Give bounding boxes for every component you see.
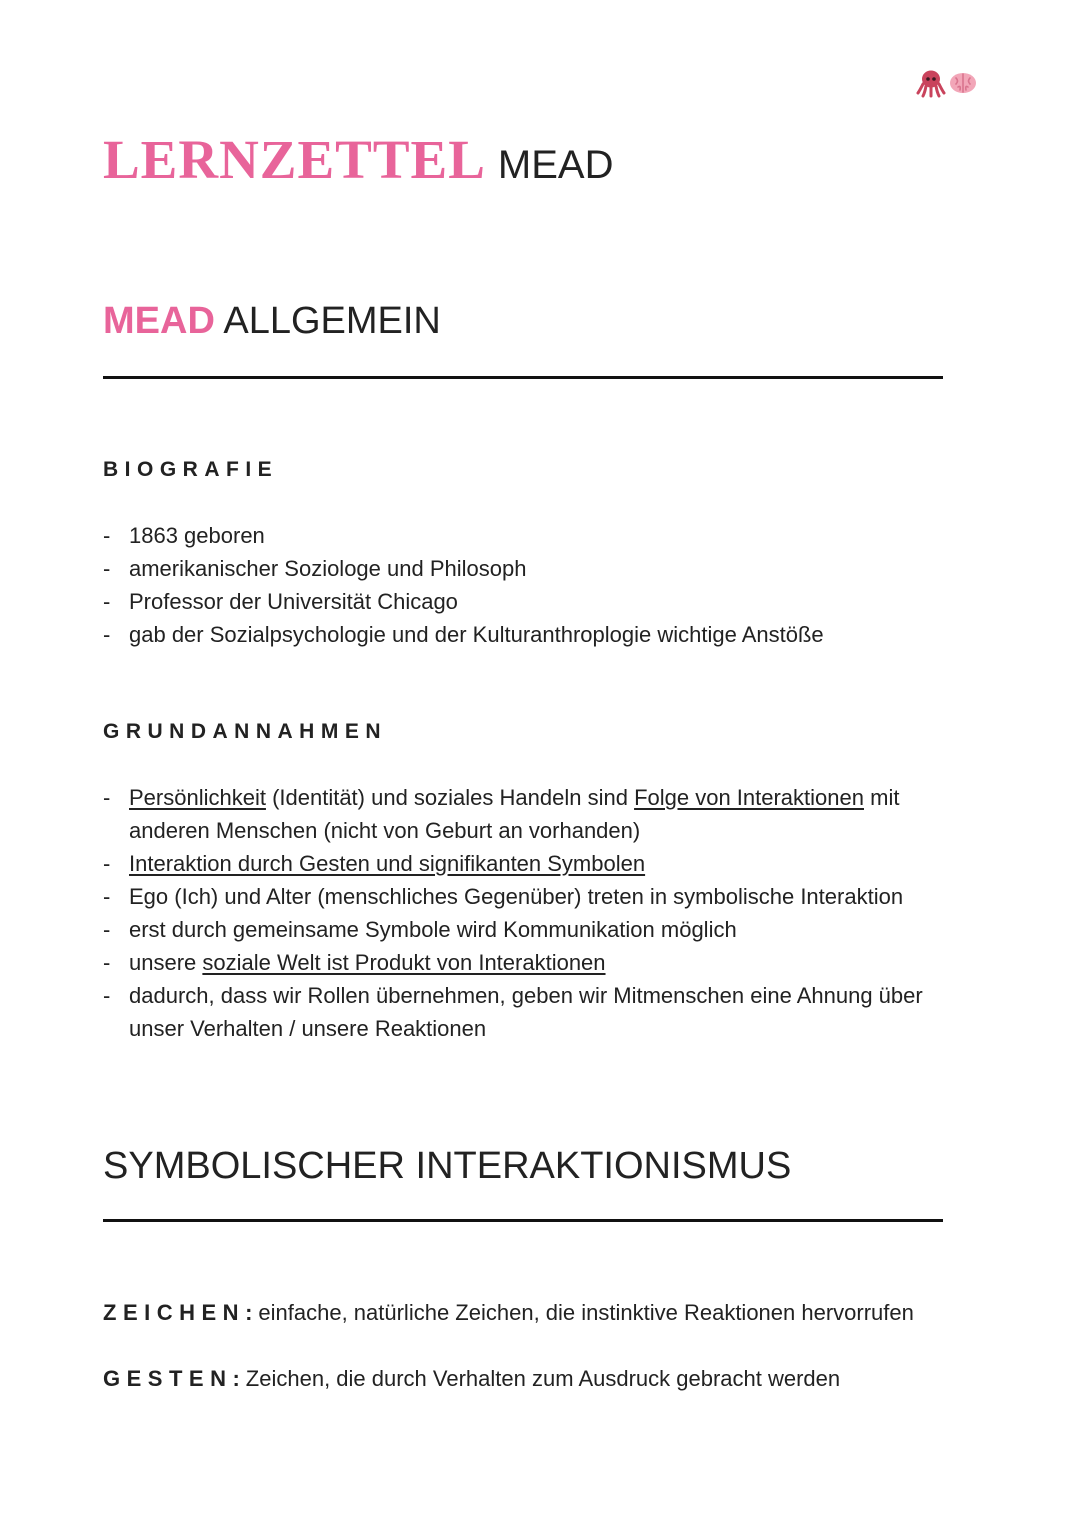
- definition-zeichen: [103, 1300, 914, 1326]
- list-item: - 1863 geboren: [103, 519, 983, 552]
- definition-gesten: [103, 1366, 840, 1392]
- definition-text: Zeichen, die durch Verhalten zum Ausdruck gebracht werden: [245, 1366, 841, 1391]
- list-item: - amerikanischer Soziologe und Philosoph: [103, 552, 983, 585]
- list-text: unsere: [129, 950, 203, 975]
- list-item: - erst durch gemeinsame Symbole wird Kommunikation möglich: [103, 913, 983, 946]
- biografie-list: [103, 519, 983, 651]
- list-item: [103, 781, 983, 847]
- list-text: (Identität) und soziales Handeln sind: [265, 785, 635, 810]
- subheading-grundannahmen: GRUNDANNAHMEN: [103, 720, 387, 743]
- page-title: [103, 128, 614, 191]
- subheading-biografie: BIOGRAFIE: [103, 458, 279, 481]
- underlined-term: Persönlichkeit: [129, 785, 266, 810]
- section-heading-symbolischer-interaktionismus: SYMBOLISCHER INTERAKTIONISMUS: [103, 1145, 792, 1187]
- definition-colon: :: [245, 1300, 253, 1325]
- list-item: - dadurch, dass wir Rollen übernehmen, geben wir Mitmenschen eine Ahnung über unser Verhalten / unsere Reaktionen: [103, 979, 983, 1045]
- section-heading-rest: ALLGEMEIN: [214, 300, 441, 342]
- list-item: - gab der Sozialpsychologie und der Kulturanthroplogie wichtige Anstöße: [103, 618, 983, 651]
- definition-text: einfache, natürliche Zeichen, die instinktive Reaktionen hervorrufen: [258, 1300, 914, 1325]
- definition-colon: :: [232, 1366, 240, 1391]
- list-item: [103, 946, 983, 979]
- brain-icon: [948, 68, 978, 98]
- underlined-term: soziale Welt ist Produkt von Interaktionen: [202, 950, 606, 975]
- emoji-decoration: [916, 68, 978, 98]
- definition-term: ZEICHEN: [103, 1300, 246, 1325]
- underlined-term: Interaktion durch Gesten und signifikanten Symbolen: [129, 851, 646, 876]
- page-title-serif: LERNZETTEL: [103, 129, 486, 190]
- section-divider: [103, 376, 943, 379]
- list-item: - Ego (Ich) und Alter (menschliches Gegenüber) treten in symbolische Interaktion: [103, 880, 983, 913]
- octopus-icon: [916, 68, 946, 98]
- section-heading-mead-allgemein: [103, 300, 441, 343]
- section-heading-accent: MEAD: [103, 300, 215, 342]
- section-divider: [103, 1219, 943, 1222]
- definition-term: GESTEN: [103, 1366, 233, 1391]
- list-text: mit anderen Menschen (nicht von Geburt an vorhanden): [129, 785, 900, 843]
- list-item: - Professor der Universität Chicago: [103, 585, 983, 618]
- grundannahmen-list: [103, 781, 983, 1045]
- page-title-subject: MEAD: [497, 143, 614, 187]
- list-item: [103, 847, 983, 880]
- underlined-term: Folge von Interaktionen: [634, 785, 864, 810]
